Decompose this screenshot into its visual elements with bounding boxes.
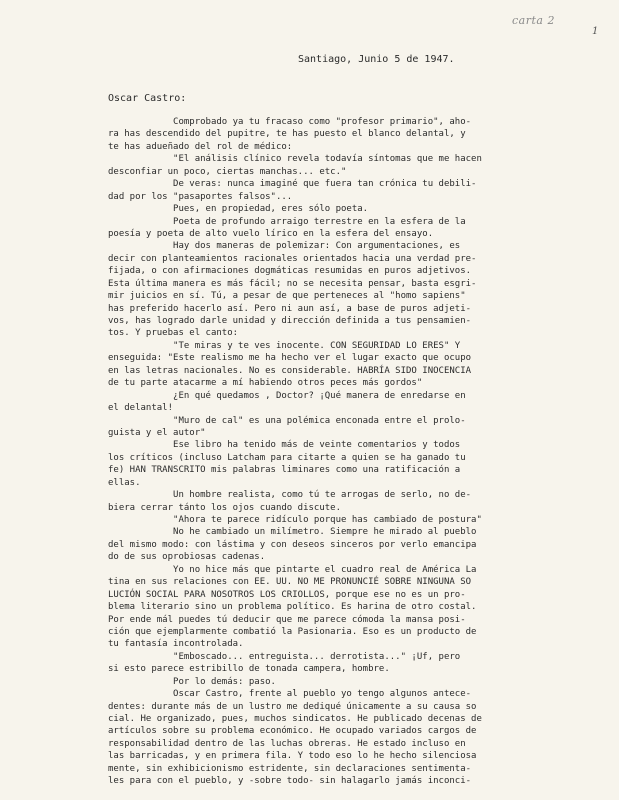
body-line: artículos sobre su problema económico. He ocupado variados cargos de [108,726,477,737]
body-line: poesía y poeta de alto vuelo lírico en la esfera del ensayo. [108,228,434,239]
body-line: de tu parte atacarme a mí habiendo otros peces más gordos" [108,378,423,389]
body-line: "El análisis clínico revela todavía síntomas que me hacen [108,154,482,165]
body-line: De veras: nunca imaginé que fuera tan crónica tu debili- [108,179,477,190]
body-line: tina en sus relaciones con EE. UU. NO ME PRONUNCIÉ SOBRE NINGUNA SO [108,577,472,588]
body-line: blema literario sino un problema político. Es harina de otro costal. [108,602,477,613]
archive-annotation: carta 2 [512,14,555,27]
salutation: Oscar Castro: [108,93,187,104]
body-line: en las letras nacionales. No es considerable. HABRÍA SIDO INOCENCIA [108,365,472,376]
body-line: Yo no hice más que pintarte el cuadro real de América La [108,564,477,575]
body-line: mir juicios en sí. Tú, a pesar de que perteneces al "homo sapiens" [108,291,466,302]
body-line: las barricadas, y en primera fila. Y todo eso lo he hecho silenciosa [108,751,477,762]
body-line: si esto parece estribillo de tonada campera, hombre. [108,664,390,675]
body-line: Un hombre realista, como tú te arrogas de serlo, no de- [108,490,472,501]
body-line: el delantal! [108,403,174,414]
body-line: Por lo demás: paso. [108,676,276,687]
body-line: biera cerrar tánto los ojos cuando discute. [108,502,341,513]
body-line: tos. Y pruebas el canto: [108,328,239,339]
body-line: guista y el autor" [108,427,206,438]
body-line: Poeta de profundo arraigo terrestre en la esfera de la [108,216,466,227]
body-line: desconfiar un poco, ciertas manchas... etc." [108,166,347,177]
body-line: No he cambiado un milímetro. Siempre he mirado al pueblo [108,527,477,538]
body-line: ción que ejemplarmente combatió la Pasionaria. Eso es un producto de [108,626,477,637]
body-line: ¿En qué quedamos , Doctor? ¡Qué manera de enredarse en [108,390,466,401]
body-line: Pues, en propiedad, eres sólo poeta. [108,204,369,215]
body-line: ellas. [108,477,141,488]
body-line: Oscar Castro, frente al pueblo yo tengo algunos antece- [108,689,472,700]
body-line: fijada, o con afirmaciones dogmáticas resumidas en puros adjetivos. [108,266,472,277]
body-line: enseguida: "Este realismo me ha hecho ver el lugar exacto que ocupo [108,353,472,364]
body-line: Hay dos maneras de polemizar: Con argumentaciones, es [108,241,461,252]
letter-body [108,116,613,788]
body-line: los críticos (incluso Latcham para citarte a quien se ha ganado tu [108,452,466,463]
letter-date: Santiago, Junio 5 de 1947. [298,54,455,65]
body-line: Esta última manera es más fácil; no se necesita pensar, basta esgri- [108,278,477,289]
body-line: "Ahora te parece ridículo porque has cambiado de postura" [108,515,482,525]
body-line: fe) HAN TRANSCRITO mis palabras liminares como una ratificación a [108,465,461,476]
body-line: dad por los "pasaportes falsos"... [108,191,293,202]
body-line: Por ende mál puedes tú deducir que me parece cómoda la mansa posi- [108,614,466,625]
body-line: Ese libro ha tenido más de veinte comentarios y todos [108,440,461,451]
body-line: vos, has logrado darle unidad y dirección definida a tus pensamien- [108,316,472,326]
body-line: mente, sin exhibicionismo estridente, sin declaraciones sentimenta- [108,763,472,774]
body-line: del mismo modo: con lástima y con deseos sinceros por verlo emancipa [108,539,477,550]
body-line: dentes: durante más de un lustro me dediqué únicamente a su causa so [108,701,477,712]
body-line: ra has descendido del pupitre, te has puesto el blanco delantal, y [108,129,466,140]
body-line: tu fantasía incontrolada. [108,639,244,650]
body-line: les para con el pueblo, y -sobre todo- sin halagarlo jamás inconci- [108,776,472,787]
body-line: Comprobado ya tu fracaso como "profesor primario", aho- [108,117,472,127]
page-number: 1 [592,26,599,37]
body-line: "Muro de cal" es una polémica enconada entre el prolo- [108,415,466,426]
body-line: decir con planteamientos racionales orientados hacia una verdad pre- [108,253,477,264]
body-line: responsabilidad dentro de las luchas obreras. He estado incluso en [108,738,466,749]
body-line: "Emboscado... entreguista... derrotista..." ¡Uf, pero [108,651,461,662]
body-line: has preferido hacerlo así. Pero ni aun así, a base de puros adjeti- [108,303,472,314]
body-line: do de sus oprobiosas cadenas. [108,552,266,563]
body-line: "Te miras y te ves inocente. CON SEGURIDAD LO ERES" Y [108,340,461,351]
body-line: te has adueñado del rol de médico: [108,141,293,152]
body-line: cial. He organizado, pues, muchos sindicatos. He publicado decenas de [108,714,482,724]
body-line: LUCIÓN SOCIAL PARA NOSOTROS LOS CRIOLLOS, porque ese no es un pro- [108,589,466,600]
